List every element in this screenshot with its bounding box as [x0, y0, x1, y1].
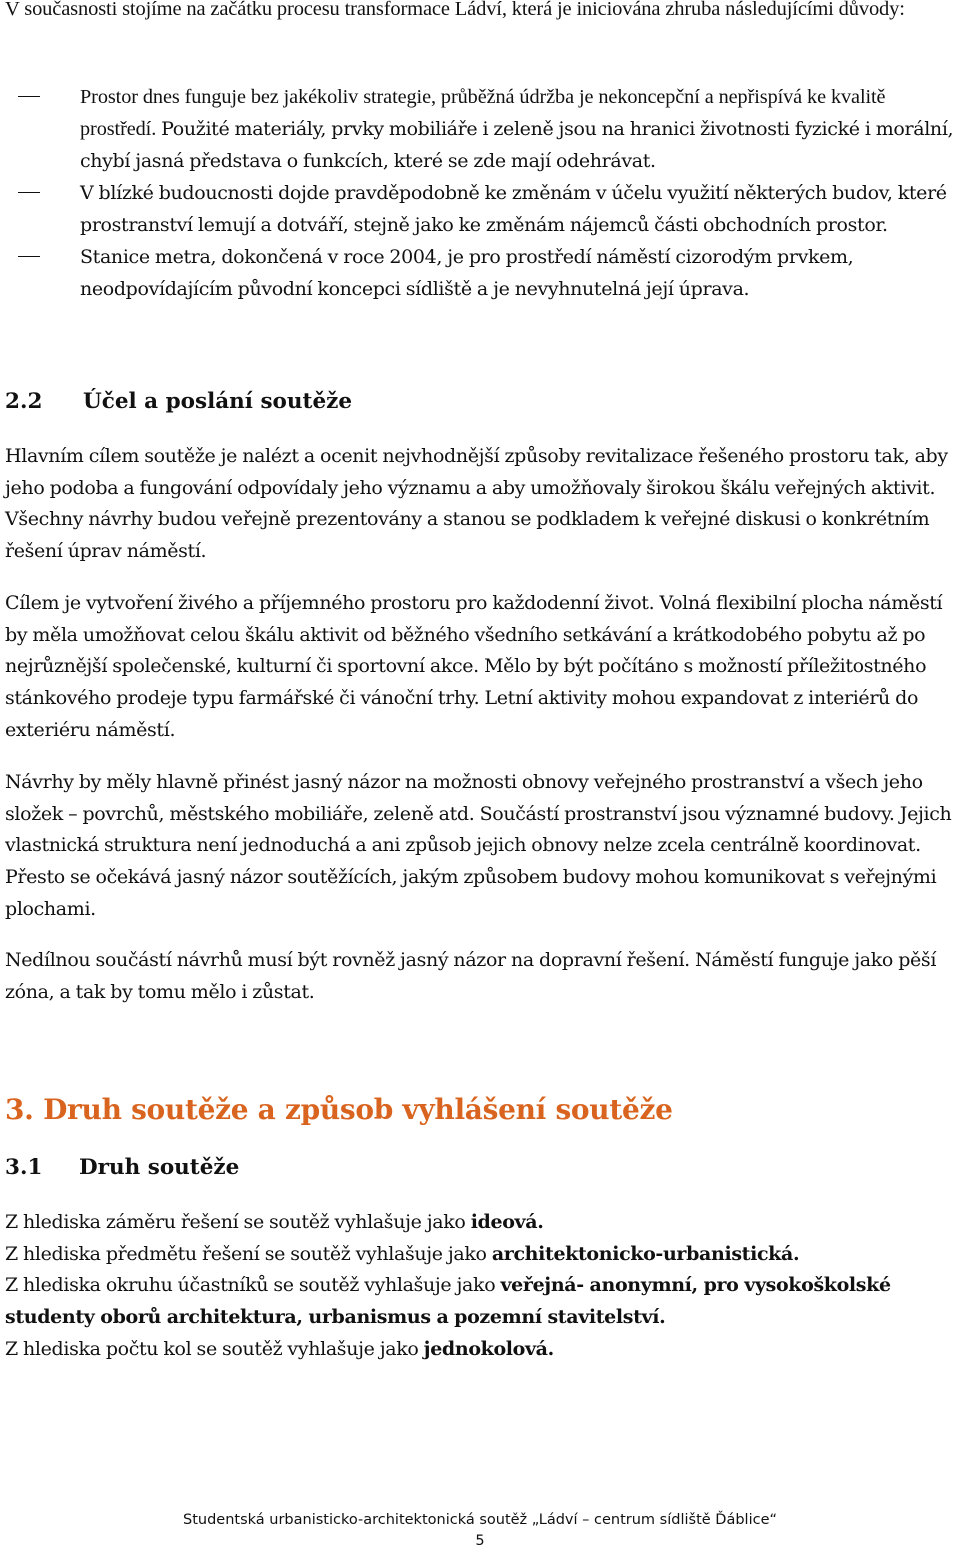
section-heading-2-2: 2.2 Účel a poslání soutěže	[5, 389, 353, 414]
chapter-heading-3: 3. Druh soutěže a způsob vyhlášení soutěže	[5, 1093, 673, 1126]
page-number: 5	[475, 1533, 485, 1549]
dash-bullet-icon	[18, 96, 40, 97]
list-item: V blízké budoucnosti dojde pravděpodobně ke změnám v účelu využití některých budov, které prostranství lemují a dotváří, stejně jako ke změnám nájemců části obchodních prostor.	[0, 177, 958, 241]
paragraph-proposals: Návrhy by měly hlavně přinést jasný názor na možnosti obnovy veřejného prostranství a všech jeho složek – povrchů, městského mobiliáře, zeleně atd. Součástí prostranství jsou významné budovy. Jejich vlastnická struktura není jednoduchá a ani způsob jejich obnovy nelze zcela centrálně koordinovat. Přesto se očekává jasný názor soutěžících, jakým způsobem budovy mohou komunikovat s veřejnými plochami.	[5, 771, 952, 920]
paragraph-space: Cílem je vytvoření živého a příjemného prostoru pro každodenní život. Volná flexibilní plocha náměstí by měla umožňovat celou škálu aktivit od běžného všedního setkávání a krátkodobého pobytu až po nejrůznější společenské, kulturní či sportovní akce. Mělo by být počítáno s možností příležitostného stánkového prodeje typu farmářské či vánoční trhy. Letní aktivity mohou expandovat z interiérů do exteriéru náměstí.	[5, 592, 943, 741]
list-item: Prostor dnes funguje bez jakékoliv strategie, průběžná údržba je nekoncepční a nepřispívá ke kvalitě prostředí. Použité materiály, prvky mobiliáře i zeleně jsou na hranici životnosti fyzické i morální, chybí jasná představa o funkcích, které se zde mají odehrávat.	[0, 81, 958, 177]
intro-paragraph: V současnosti stojíme na začátku procesu transformace Ládví, která je iniciována zhruba následujícími důvody:	[5, 0, 905, 20]
paragraph-goal: Hlavním cílem soutěže je nalézt a ocenit nejvhodnější způsoby revitalizace řešeného prostoru tak, aby jeho podoba a fungování odpovídaly jeho významu a aby umožňovaly širokou škálu veřejných aktivit. Všechny návrhy budou veřejně prezentovány a stanou se podkladem k veřejné diskusi o konkrétním řešení úprav náměstí.	[5, 445, 948, 563]
section-heading-3-1: 3.1 Druh soutěže	[5, 1155, 240, 1180]
reasons-list	[0, 81, 960, 305]
dash-bullet-icon	[18, 256, 40, 257]
paragraph-traffic: Nedílnou součástí návrhů musí být rovněž jasný názor na dopravní řešení. Náměstí funguje jako pěší zóna, a tak by tomu mělo i zůstat.	[5, 949, 937, 1003]
list-item: Stanice metra, dokončená v roce 2004, je pro prostředí náměstí cizorodým prvkem, neodpovídajícím původní koncepci sídliště a je nevyhnutelná její úprava.	[0, 241, 958, 305]
competition-type-line: Z hlediska záměru řešení se soutěž vyhlašuje jako ideová.	[5, 1211, 544, 1233]
footer-title: Studentská urbanisticko-architektonická soutěž „Ládví – centrum sídliště Ďáblice“	[183, 1512, 777, 1528]
competition-type-line: Z hlediska předmětu řešení se soutěž vyhlašuje jako architektonicko-urbanistická.	[5, 1242, 800, 1265]
competition-type-line: Z hlediska okruhu účastníků se soutěž vyhlašuje jako veřejná- anonymní, pro vysokoškolské studenty oborů architektura, urbanismus a pozemní stavitelství.	[5, 1274, 891, 1329]
competition-type-list	[5, 1207, 960, 1366]
competition-type-line: Z hlediska počtu kol se soutěž vyhlašuje jako jednokolová.	[5, 1337, 554, 1360]
dash-bullet-icon	[18, 192, 40, 193]
